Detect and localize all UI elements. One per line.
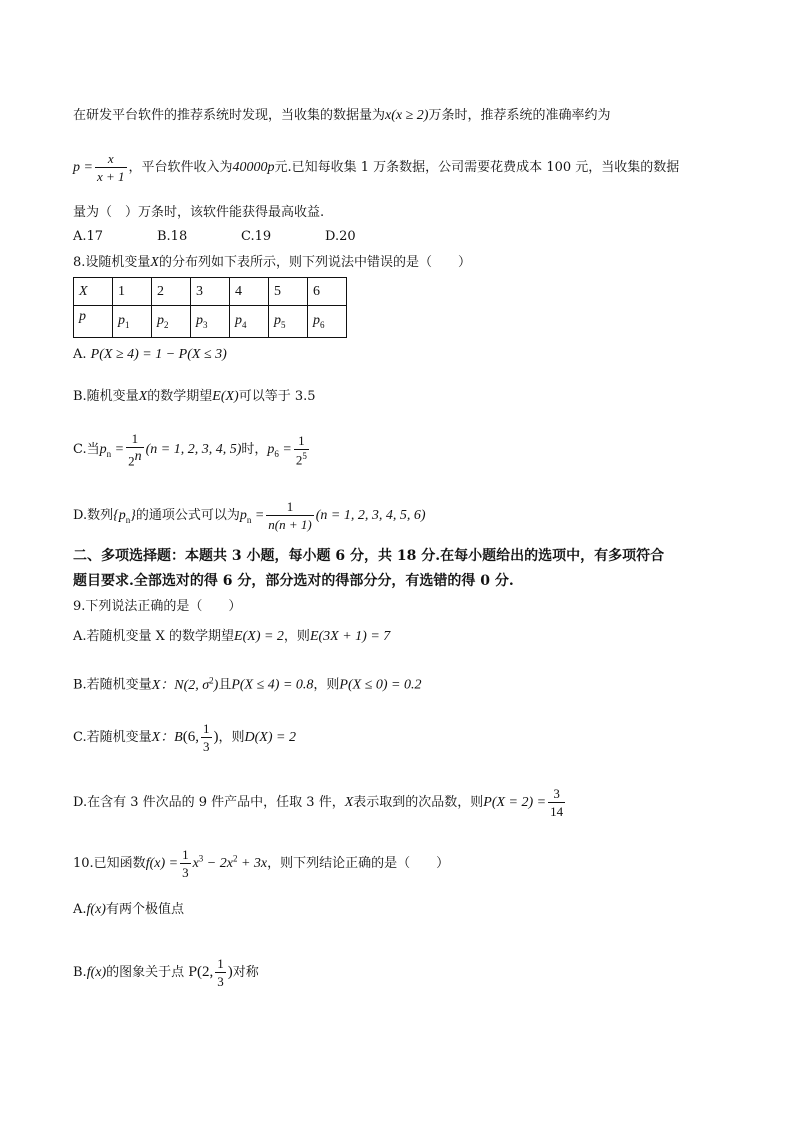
q8-optD-b: 的通项公式可以为 <box>135 508 240 523</box>
q8-optD-num: 1 <box>286 499 294 514</box>
q8-cell-x2: 2 <box>152 278 191 306</box>
q8-p3-sub: 3 <box>203 319 208 330</box>
q7-p-den: x + 1 <box>96 169 125 184</box>
q10-optA-f: f(x) <box>86 902 106 917</box>
q7-options <box>73 228 356 246</box>
q8-optD-seq: {p <box>113 508 126 523</box>
q8-stem-b: 的分布列如下表所示，则下列说法中错误的是（ ） <box>158 255 471 270</box>
q9-optB-m3: P(X ≤ 0) = 0.2 <box>339 677 422 693</box>
q9-optB-c: ，则 <box>313 677 340 693</box>
q10-stem <box>73 848 449 879</box>
q8-optC-num2: 1 <box>298 432 305 448</box>
q10-poly-a: x <box>192 856 199 871</box>
q8-optC-b: 时， <box>241 442 268 458</box>
q9-optC-close: ) <box>213 729 219 745</box>
q10-stem-b: ，则下列结论正确的是（ ） <box>267 856 450 871</box>
q8-option-b <box>73 388 316 406</box>
q9-optD-a: D.在含有 3 件次品的 9 件产品中，任取 3 件， <box>73 795 345 810</box>
q9-option-c <box>73 722 296 753</box>
q9-option-b <box>73 671 421 695</box>
q9-optD-fraction <box>548 787 565 818</box>
q7-line2 <box>73 152 679 183</box>
q9-optD-var: X <box>344 795 354 810</box>
q8-cell-p3: $p_3$ <box>191 306 230 338</box>
q7-p-fraction <box>95 152 127 183</box>
q9-optB-m2: P(X ≤ 4) = 0.8 <box>231 677 314 693</box>
q8-cell-x6: 6 <box>308 278 347 306</box>
q9-optC-b: ，则 <box>218 730 245 745</box>
q9-optD-num: 3 <box>553 786 560 801</box>
q8-optD-den: n(n + 1) <box>268 517 312 532</box>
q10-optA-a: A. <box>73 902 87 917</box>
q8-option-a <box>73 346 227 364</box>
q10-sup2: 2 <box>232 853 238 864</box>
q8-optC-den2: 2 <box>295 451 303 467</box>
q8-cell-x4: 4 <box>230 278 269 306</box>
q10-poly-c: + 3x <box>237 856 268 871</box>
q8-optB-a: B.随机变量 <box>73 389 139 404</box>
q8-optC-a: C.当 <box>73 442 100 458</box>
q9-optC-den: 3 <box>203 739 210 754</box>
q10-stem-a: 10.已知函数 <box>73 856 146 871</box>
q10-fraction <box>180 848 191 879</box>
q7-line3 <box>73 204 324 222</box>
q10-option-a <box>73 901 184 919</box>
q9-optD-m: P(X = 2) = <box>483 795 547 810</box>
q10-optB-b: 的图象关于点 P <box>106 965 198 980</box>
q10-optB-num: 1 <box>217 956 224 971</box>
q8-p6-sub: 6 <box>320 319 325 330</box>
q9-optA-a: A.若随机变量 X 的数学期望 <box>73 629 235 644</box>
q9-optB-m1c: ) <box>213 677 219 693</box>
section2-heading-line1: 二、多项选择题：本题共 3 小题，每小题 6 分，共 18 分.在每小题给出的选项中，有多项符合 <box>73 548 665 564</box>
q8-optB-b: 的数学期望 <box>147 389 213 404</box>
q8-optD-a: D.数列 <box>73 508 114 523</box>
q8-cell-p2: $p_2$ <box>152 306 191 338</box>
q7-option-b: B.18 <box>157 229 188 244</box>
q9-optA-b: ，则 <box>283 629 310 644</box>
q8-cell-x1: 1 <box>113 278 152 306</box>
q7-text-d: 元.已知每收集 1 万条数据，公司需要花费成本 100 元，当收集的数据 <box>274 160 680 175</box>
section2-heading-line2: 题目要求.全部选对的得 6 分，部分选对的得部分分，有选错的得 0 分. <box>73 573 514 589</box>
q8-optD-fraction <box>266 500 313 531</box>
q8-cell-p1: $p_1$ <box>113 306 152 338</box>
q9-optB-sup: 2 <box>209 675 214 685</box>
q8-optC-num: 1 <box>131 431 139 446</box>
q9-option-a <box>73 628 390 646</box>
q7-line1 <box>73 107 610 125</box>
q9-stem: 9.下列说法正确的是（ ） <box>73 599 242 614</box>
q7-text-a: 在研发平台软件的推荐系统时发现，当收集的数据量为 <box>73 108 386 123</box>
q9-optC-m1: X <box>151 730 161 745</box>
q7-condition-math: x(x ≥ 2) <box>385 108 429 123</box>
q9-optB-b: 且 <box>218 677 232 693</box>
q10-stem-f: f(x) = <box>145 856 179 871</box>
q8-p5-sub: 5 <box>281 319 286 330</box>
q8-p1-sub: 1 <box>125 319 130 330</box>
q8-optC-fraction <box>126 432 144 467</box>
q8-optA-label: A. <box>73 347 87 362</box>
q10-num: 1 <box>182 847 189 862</box>
q10-optA-b: 有两个极值点 <box>105 902 184 917</box>
q8-stem-var: X <box>150 255 159 270</box>
q8-stem <box>73 254 471 272</box>
q8-cell-p6: $p_6$ <box>308 306 347 338</box>
q9-optA-m1: E(X) = 2 <box>234 629 284 644</box>
q7-p-num: x <box>107 151 114 166</box>
q8-optC-p6: p <box>267 442 275 458</box>
q8-p4-sub: 4 <box>242 319 247 330</box>
q8-cell-p4: $p_4$ <box>230 306 269 338</box>
q8-optC-den: 2 <box>128 453 135 469</box>
q8-distribution-table <box>73 277 347 338</box>
q9-optB-m1: X <box>151 677 161 693</box>
q8-cell-x-label: X <box>74 278 113 306</box>
q7-income-math: 40000p <box>232 160 275 175</box>
q9-optC-fraction <box>201 722 212 753</box>
q9-optC-m1b: ：B <box>160 730 183 745</box>
q9-optB-m1b: ：N(2, σ <box>160 677 210 693</box>
q10-optB-f: f(x) <box>86 965 107 980</box>
q10-optB-den: 3 <box>217 974 224 989</box>
q8-optD-lhs-sub: n <box>246 514 252 525</box>
q8-optA-math: P(X ≥ 4) = 1 − P(X ≤ 3) <box>90 347 227 362</box>
q7-text-b: 万条时，推荐系统的准确率约为 <box>428 108 611 123</box>
q8-cell-x3: 3 <box>191 278 230 306</box>
q8-optC-cond: (n = 1, 2, 3, 4, 5) <box>145 442 242 458</box>
q9-optC-open: (6, <box>182 729 199 745</box>
q10-optB-open: (2, <box>197 964 214 980</box>
q8-optB-math: E(X) <box>212 389 239 404</box>
q8-optB-c: 可以等于 3.5 <box>238 389 316 404</box>
q8-optD-seq-sub: n <box>125 514 131 525</box>
q10-optB-c: 对称 <box>232 965 259 980</box>
q8-optB-var: X <box>138 389 148 404</box>
q8-optC-lhs-sub: n <box>106 448 112 459</box>
q10-poly-b: − 2x <box>203 856 233 871</box>
q9-optC-m2: D(X) = 2 <box>244 730 296 745</box>
q8-option-d: D.数列$\{p_n\}$的通项公式可以为$p_n$ = $\frac{1}{n(n + 1)}$ (n = 1, 2, 3, 4, 5, 6) <box>73 499 426 532</box>
q9-optC-num: 1 <box>203 721 210 736</box>
q8-stem-a: 8.设随机变量 <box>73 255 151 270</box>
q8-p-label: p <box>79 309 86 324</box>
q9-optD-den: 14 <box>550 804 564 819</box>
q8-p2-sub: 2 <box>164 319 169 330</box>
q9-option-d <box>73 787 567 818</box>
q10-optB-a: B. <box>73 965 87 980</box>
q7-text-e: 量为（ ）万条时，该软件能获得最高收益. <box>73 205 325 220</box>
q8-optD-lhs: p <box>239 508 247 523</box>
q8-table-row-x <box>74 278 347 306</box>
q7-option-a: A.17 <box>73 229 104 244</box>
q10-den: 3 <box>182 865 189 880</box>
q10-option-b <box>73 957 259 988</box>
q10-optB-close: ) <box>227 964 233 980</box>
q8-cell-x5: 5 <box>269 278 308 306</box>
q8-optD-cond: (n = 1, 2, 3, 4, 5, 6) <box>315 508 426 523</box>
q8-cell-p-label <box>74 306 113 338</box>
q9-optA-m2: E(3X + 1) = 7 <box>309 629 391 644</box>
q9-optC-a: C.若随机变量 <box>73 730 152 745</box>
q8-optC-lhs: p <box>99 442 107 458</box>
q8-option-c: C.当$p_n$ = $\frac{1}{2^n}$ (n = 1, 2, 3, 4, 5)时，$p_6$ = $\frac{1}{2^5}$ <box>73 431 307 469</box>
q7-option-d: D.20 <box>325 229 356 244</box>
q8-cell-p5: $p_5$ <box>269 306 308 338</box>
q7-p-lhs: p = <box>73 160 93 175</box>
q7-option-c: C.19 <box>241 229 272 244</box>
q8-optC-fraction2 <box>294 434 309 466</box>
q8-optC-p6-sub: 6 <box>274 448 279 459</box>
q7-text-c: ，平台软件收入为 <box>128 160 233 175</box>
q8-optC-den2-sup: 5 <box>302 450 307 461</box>
q9-optD-b: 表示取到的次品数，则 <box>353 795 484 810</box>
q8-optD-seq-close: } <box>130 508 136 523</box>
q10-optB-fraction <box>215 957 226 988</box>
q9-optB-a: B.若随机变量 <box>73 677 152 693</box>
q8-table-row-p <box>74 306 347 338</box>
q10-sup3: 3 <box>198 853 204 864</box>
q8-optC-den-sup: n <box>134 449 142 464</box>
